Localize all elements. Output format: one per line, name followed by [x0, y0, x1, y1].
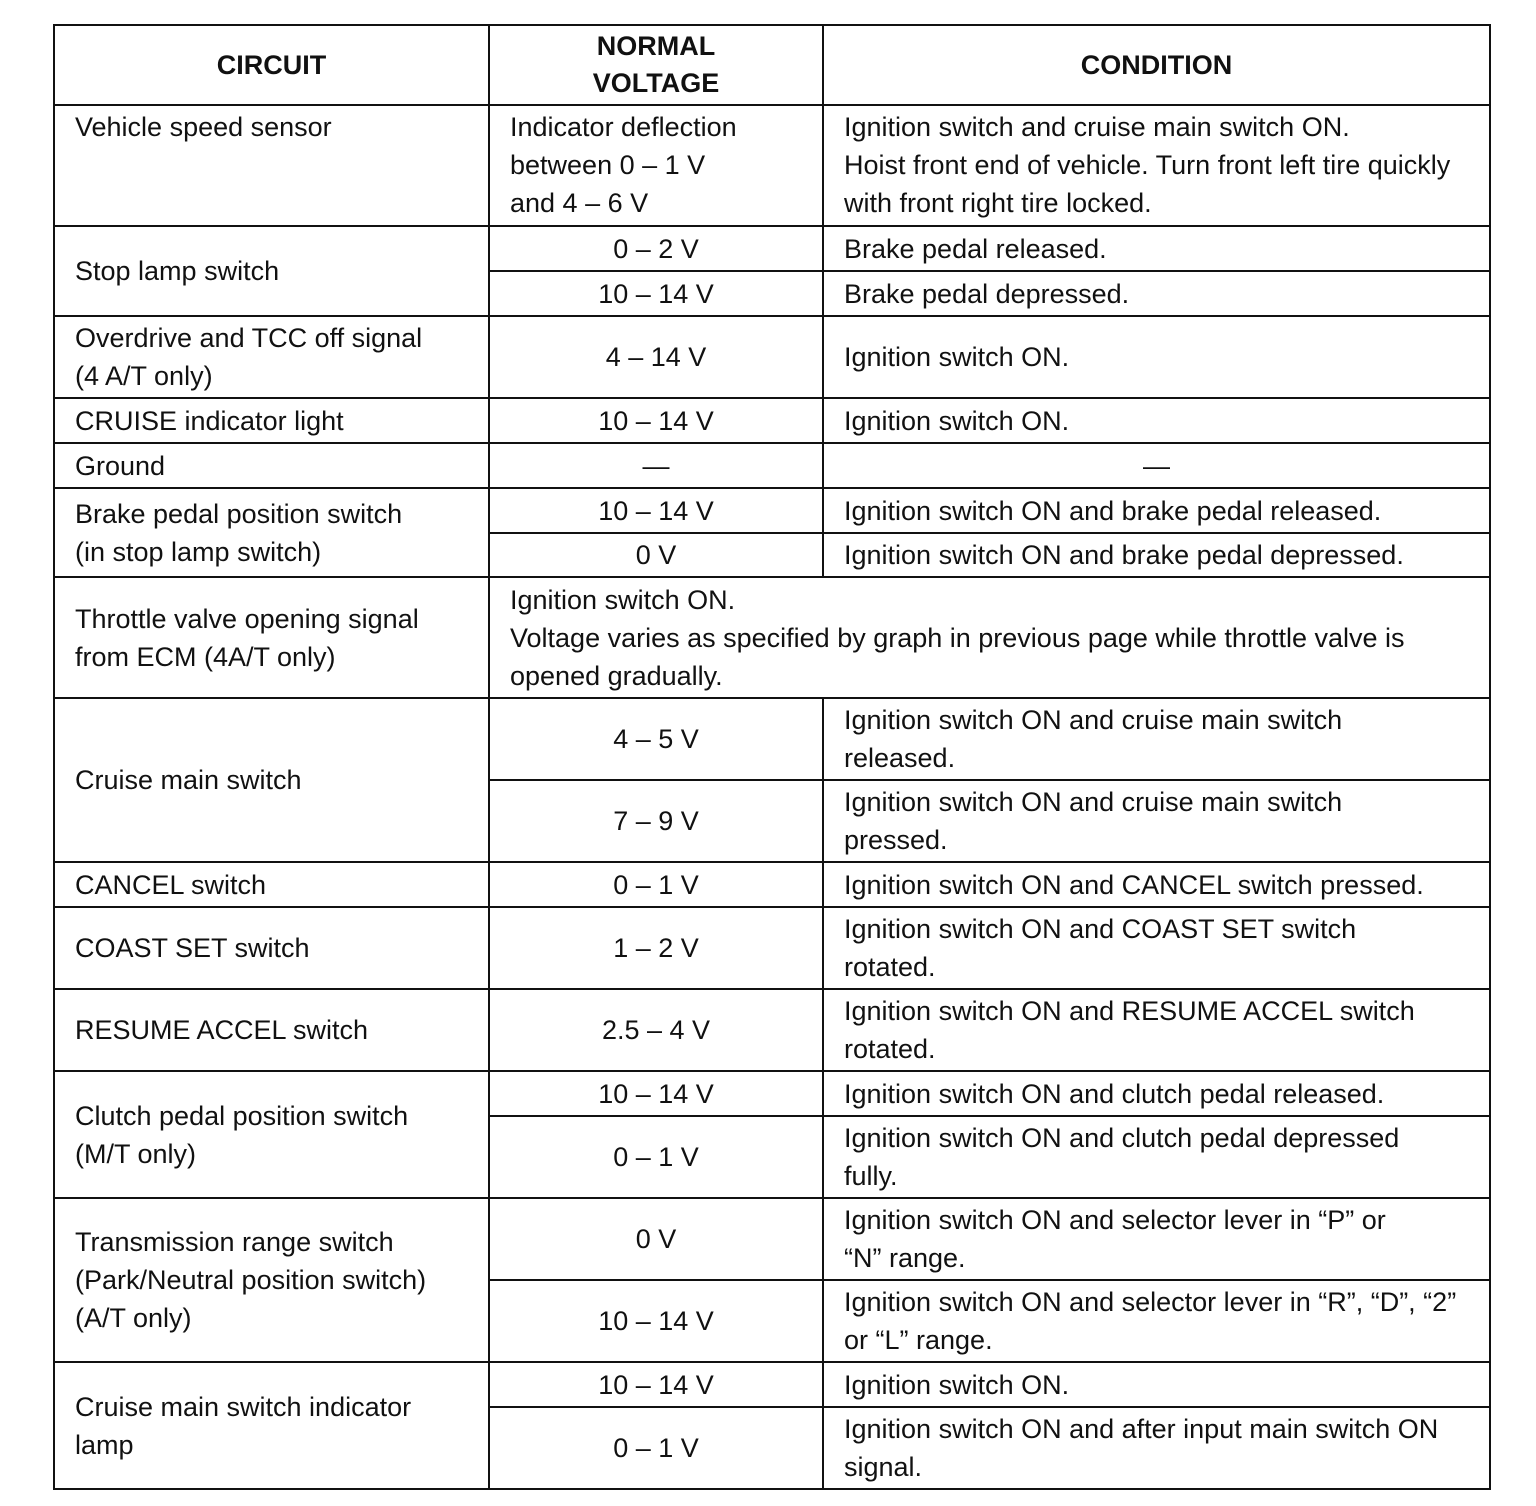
condition-cell: Ignition switch ON and selector lever in “P” or “N” range.: [823, 1198, 1490, 1280]
condition-cell: —: [823, 443, 1490, 488]
voltage-cell: 0 – 1 V: [489, 1407, 823, 1489]
condition-cell: Ignition switch ON and brake pedal released.: [823, 488, 1490, 533]
voltage-cell: Indicator deflection between 0 – 1 V and 4 – 6 V: [489, 105, 823, 226]
condition-cell: Ignition switch ON and clutch pedal released.: [823, 1071, 1490, 1116]
table-row: [54, 577, 1490, 698]
circuit-voltage-table: [53, 24, 1491, 1490]
voltage-cell: 10 – 14 V: [489, 1280, 823, 1362]
voltage-cell: 4 – 14 V: [489, 316, 823, 398]
table-row: [54, 1362, 1490, 1407]
circuit-cell: Cruise main switch indicator lamp: [54, 1362, 489, 1489]
voltage-cell: 1 – 2 V: [489, 907, 823, 989]
circuit-cell: Vehicle speed sensor: [54, 105, 489, 226]
voltage-cell: 2.5 – 4 V: [489, 989, 823, 1071]
circuit-cell: COAST SET switch: [54, 907, 489, 989]
condition-cell: Ignition switch ON and cruise main switch pressed.: [823, 780, 1490, 862]
table-row: [54, 907, 1490, 989]
circuit-cell: Throttle valve opening signal from ECM (4A/T only): [54, 577, 489, 698]
circuit-cell: CANCEL switch: [54, 862, 489, 907]
condition-cell: Ignition switch ON.: [823, 398, 1490, 443]
voltage-cell: 10 – 14 V: [489, 271, 823, 316]
table-row: [54, 1198, 1490, 1280]
table-row: [54, 443, 1490, 488]
circuit-cell: CRUISE indicator light: [54, 398, 489, 443]
voltage-cell: 10 – 14 V: [489, 398, 823, 443]
circuit-cell: RESUME ACCEL switch: [54, 989, 489, 1071]
voltage-cell: —: [489, 443, 823, 488]
condition-cell: Brake pedal depressed.: [823, 271, 1490, 316]
condition-cell: Ignition switch ON.: [823, 1362, 1490, 1407]
voltage-cell: 4 – 5 V: [489, 698, 823, 780]
condition-cell: Ignition switch ON and brake pedal depressed.: [823, 533, 1490, 577]
circuit-cell: Stop lamp switch: [54, 226, 489, 316]
voltage-cell: 10 – 14 V: [489, 1362, 823, 1407]
condition-cell: Ignition switch ON.: [823, 316, 1490, 398]
table-row: [54, 105, 1490, 226]
condition-cell: Ignition switch ON and after input main switch ON signal.: [823, 1407, 1490, 1489]
header-circuit: CIRCUIT: [54, 25, 489, 105]
table-row: [54, 862, 1490, 907]
condition-cell: Ignition switch ON and clutch pedal depressed fully.: [823, 1116, 1490, 1198]
condition-cell: Ignition switch and cruise main switch ON. Hoist front end of vehicle. Turn front left tire quickly with front right tire locked.: [823, 105, 1490, 226]
table-row: [54, 989, 1490, 1071]
voltage-cell: 0 V: [489, 533, 823, 577]
condition-cell: Brake pedal released.: [823, 226, 1490, 271]
table-row: [54, 398, 1490, 443]
voltage-cell: 10 – 14 V: [489, 1071, 823, 1116]
circuit-cell: Overdrive and TCC off signal (4 A/T only): [54, 316, 489, 398]
condition-cell: Ignition switch ON and cruise main switch released.: [823, 698, 1490, 780]
table-row: [54, 226, 1490, 271]
voltage-cell: 10 – 14 V: [489, 488, 823, 533]
voltage-cell: 0 – 1 V: [489, 1116, 823, 1198]
circuit-cell: Cruise main switch: [54, 698, 489, 862]
spanning-condition-cell: Ignition switch ON. Voltage varies as specified by graph in previous page while throttle valve is opened gradually.: [489, 577, 1490, 698]
circuit-cell: Transmission range switch (Park/Neutral position switch) (A/T only): [54, 1198, 489, 1362]
condition-cell: Ignition switch ON and COAST SET switch rotated.: [823, 907, 1490, 989]
table-header-row: [54, 25, 1490, 105]
table-row: [54, 488, 1490, 533]
condition-cell: Ignition switch ON and RESUME ACCEL switch rotated.: [823, 989, 1490, 1071]
circuit-cell: Clutch pedal position switch (M/T only): [54, 1071, 489, 1198]
voltage-cell: 7 – 9 V: [489, 780, 823, 862]
voltage-cell: 0 V: [489, 1198, 823, 1280]
voltage-cell: 0 – 2 V: [489, 226, 823, 271]
circuit-cell: Ground: [54, 443, 489, 488]
table-row: [54, 316, 1490, 398]
condition-cell: Ignition switch ON and selector lever in “R”, “D”, “2” or “L” range.: [823, 1280, 1490, 1362]
table-row: [54, 698, 1490, 780]
condition-cell: Ignition switch ON and CANCEL switch pressed.: [823, 862, 1490, 907]
header-condition: CONDITION: [823, 25, 1490, 105]
voltage-cell: 0 – 1 V: [489, 862, 823, 907]
circuit-cell: Brake pedal position switch (in stop lamp switch): [54, 488, 489, 577]
header-normal-voltage: NORMAL VOLTAGE: [489, 25, 823, 105]
table-row: [54, 1071, 1490, 1116]
